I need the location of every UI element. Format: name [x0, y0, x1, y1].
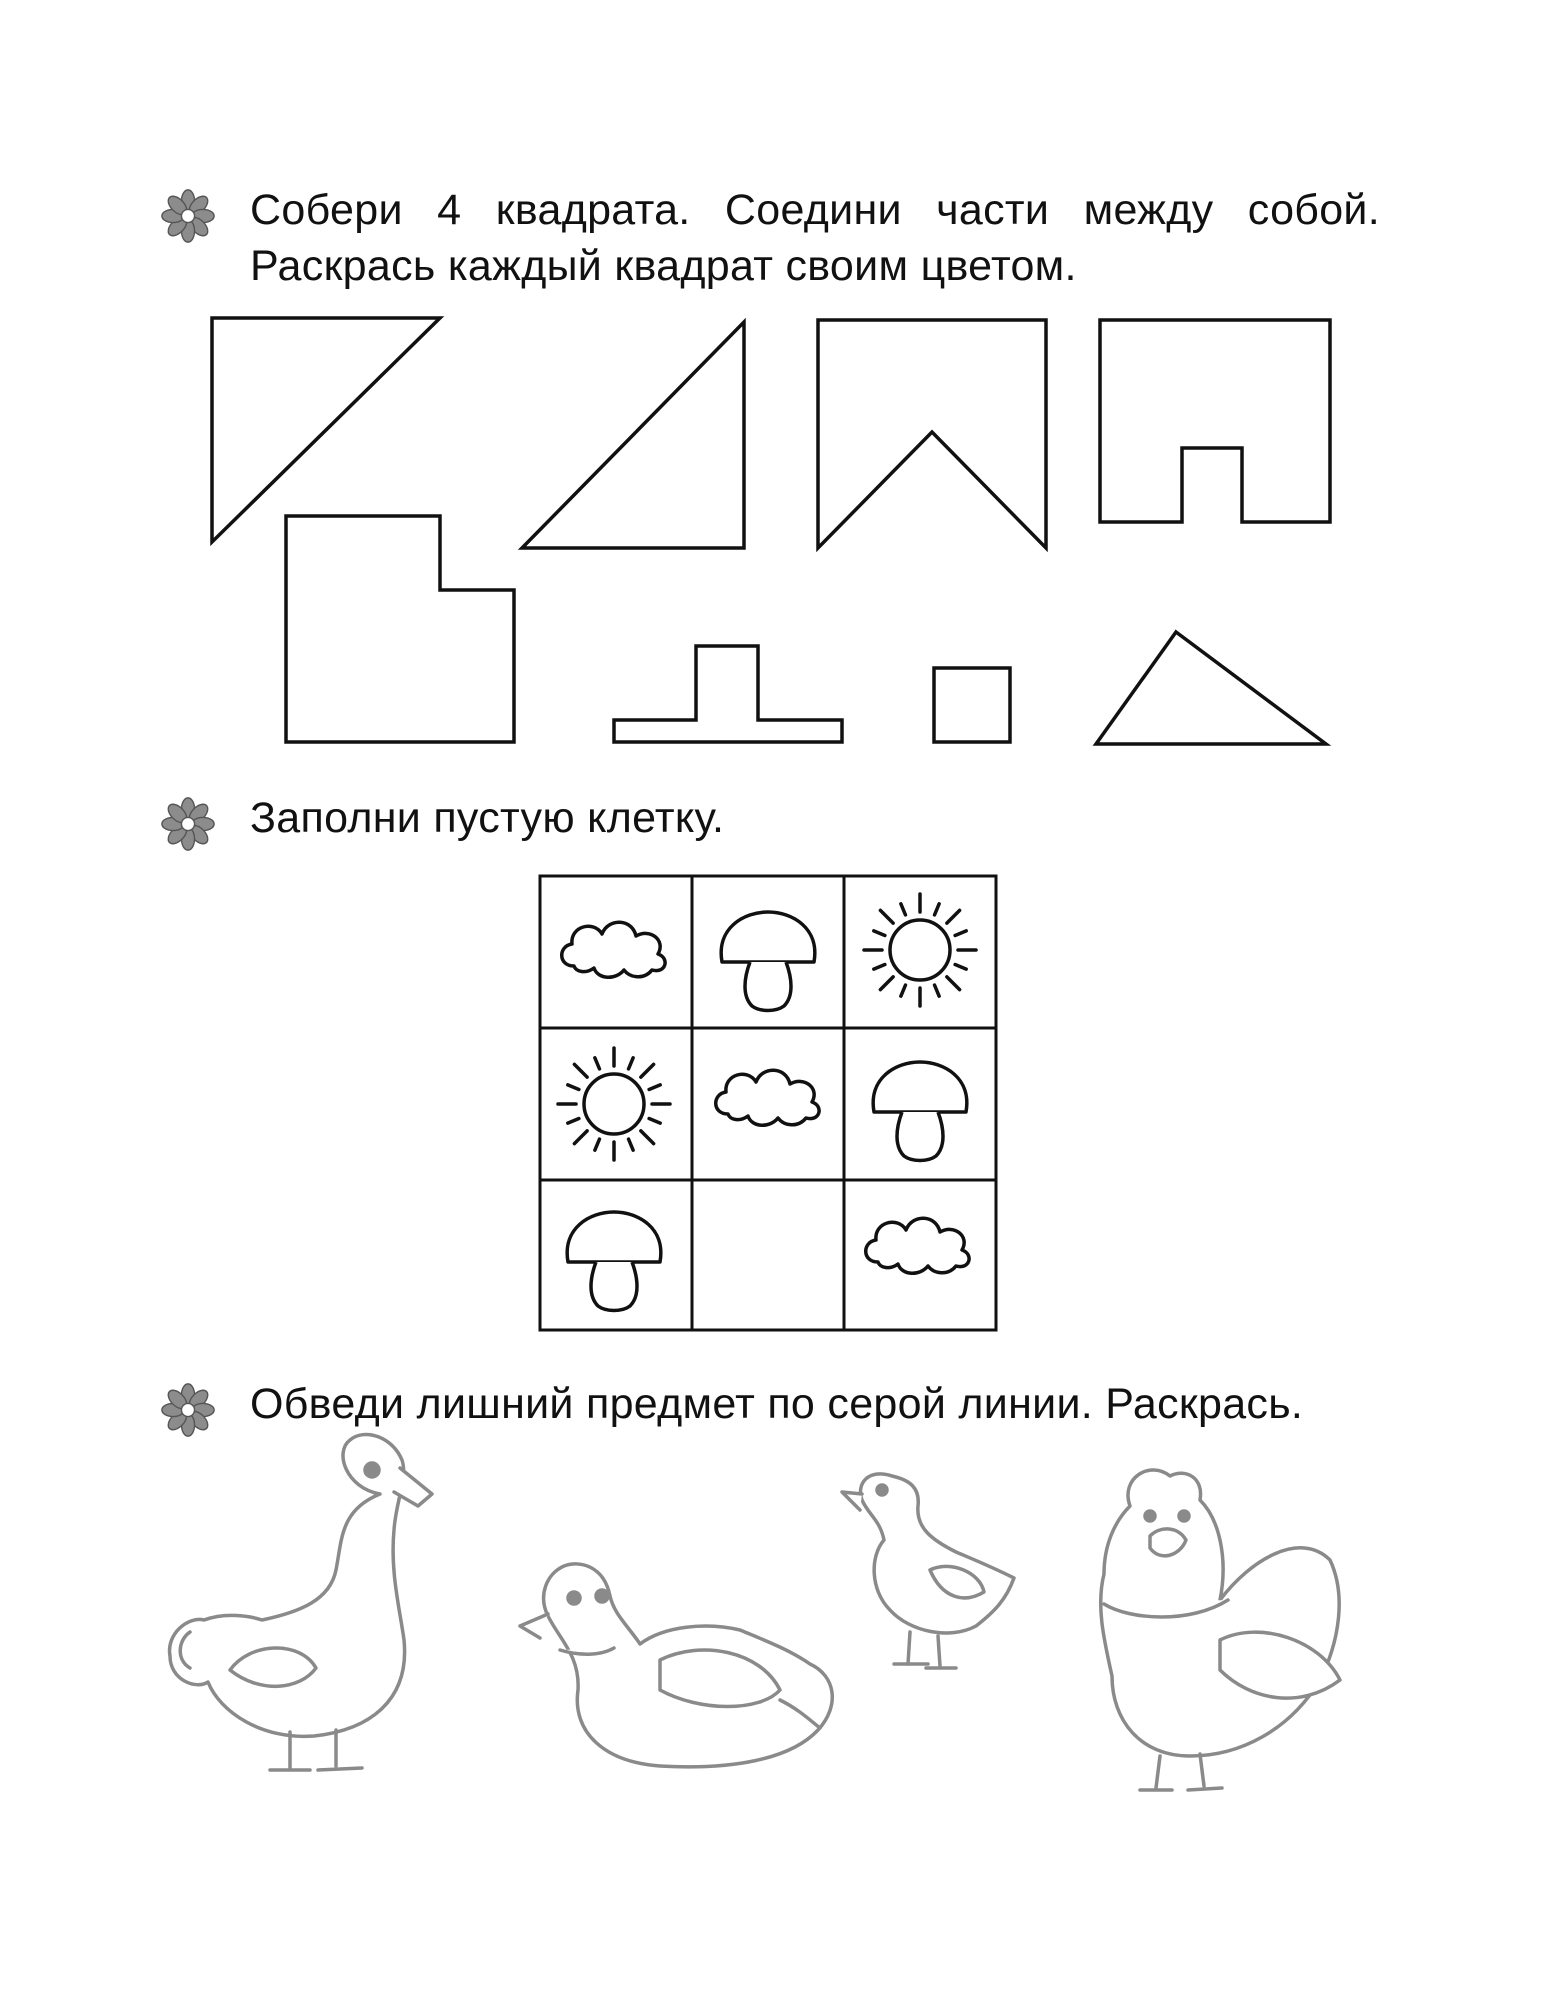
empty-cell[interactable] [694, 1182, 842, 1328]
piece-triangle-isosceles[interactable] [1096, 632, 1326, 744]
piece-triangle-top-left[interactable] [212, 318, 440, 542]
cloud-icon [866, 1218, 969, 1273]
task-1-line-2: Раскрась каждый квадрат своим цветом. [250, 242, 1077, 290]
piece-triangle-right-angle[interactable] [522, 322, 744, 548]
duckling-icon[interactable] [842, 1474, 1014, 1668]
goose-icon[interactable] [170, 1434, 432, 1770]
cloud-icon [716, 1070, 819, 1125]
task-3-line-1: Обведи лишний предмет по серой линии. Раскрась. [250, 1380, 1304, 1428]
mushroom-icon [721, 912, 815, 1011]
piece-l-shape[interactable] [286, 516, 514, 742]
piece-small-square[interactable] [934, 668, 1010, 742]
piece-notched-square[interactable] [818, 320, 1046, 548]
task-2-line-1: Заполни пустую клетку. [250, 794, 725, 842]
duck-icon[interactable] [520, 1564, 832, 1767]
piece-t-shape[interactable] [614, 646, 842, 742]
hen-icon[interactable] [1101, 1470, 1340, 1790]
cloud-icon [562, 922, 665, 977]
sun-icon [864, 894, 976, 1006]
mushroom-icon [567, 1212, 661, 1311]
puzzle-pieces [212, 318, 1330, 744]
sun-icon [558, 1048, 670, 1160]
piece-u-shape[interactable] [1100, 320, 1330, 522]
task-1-line-1: Собери 4 квадрата. Соедини части между собой. [250, 186, 1380, 234]
mushroom-icon [873, 1062, 967, 1161]
